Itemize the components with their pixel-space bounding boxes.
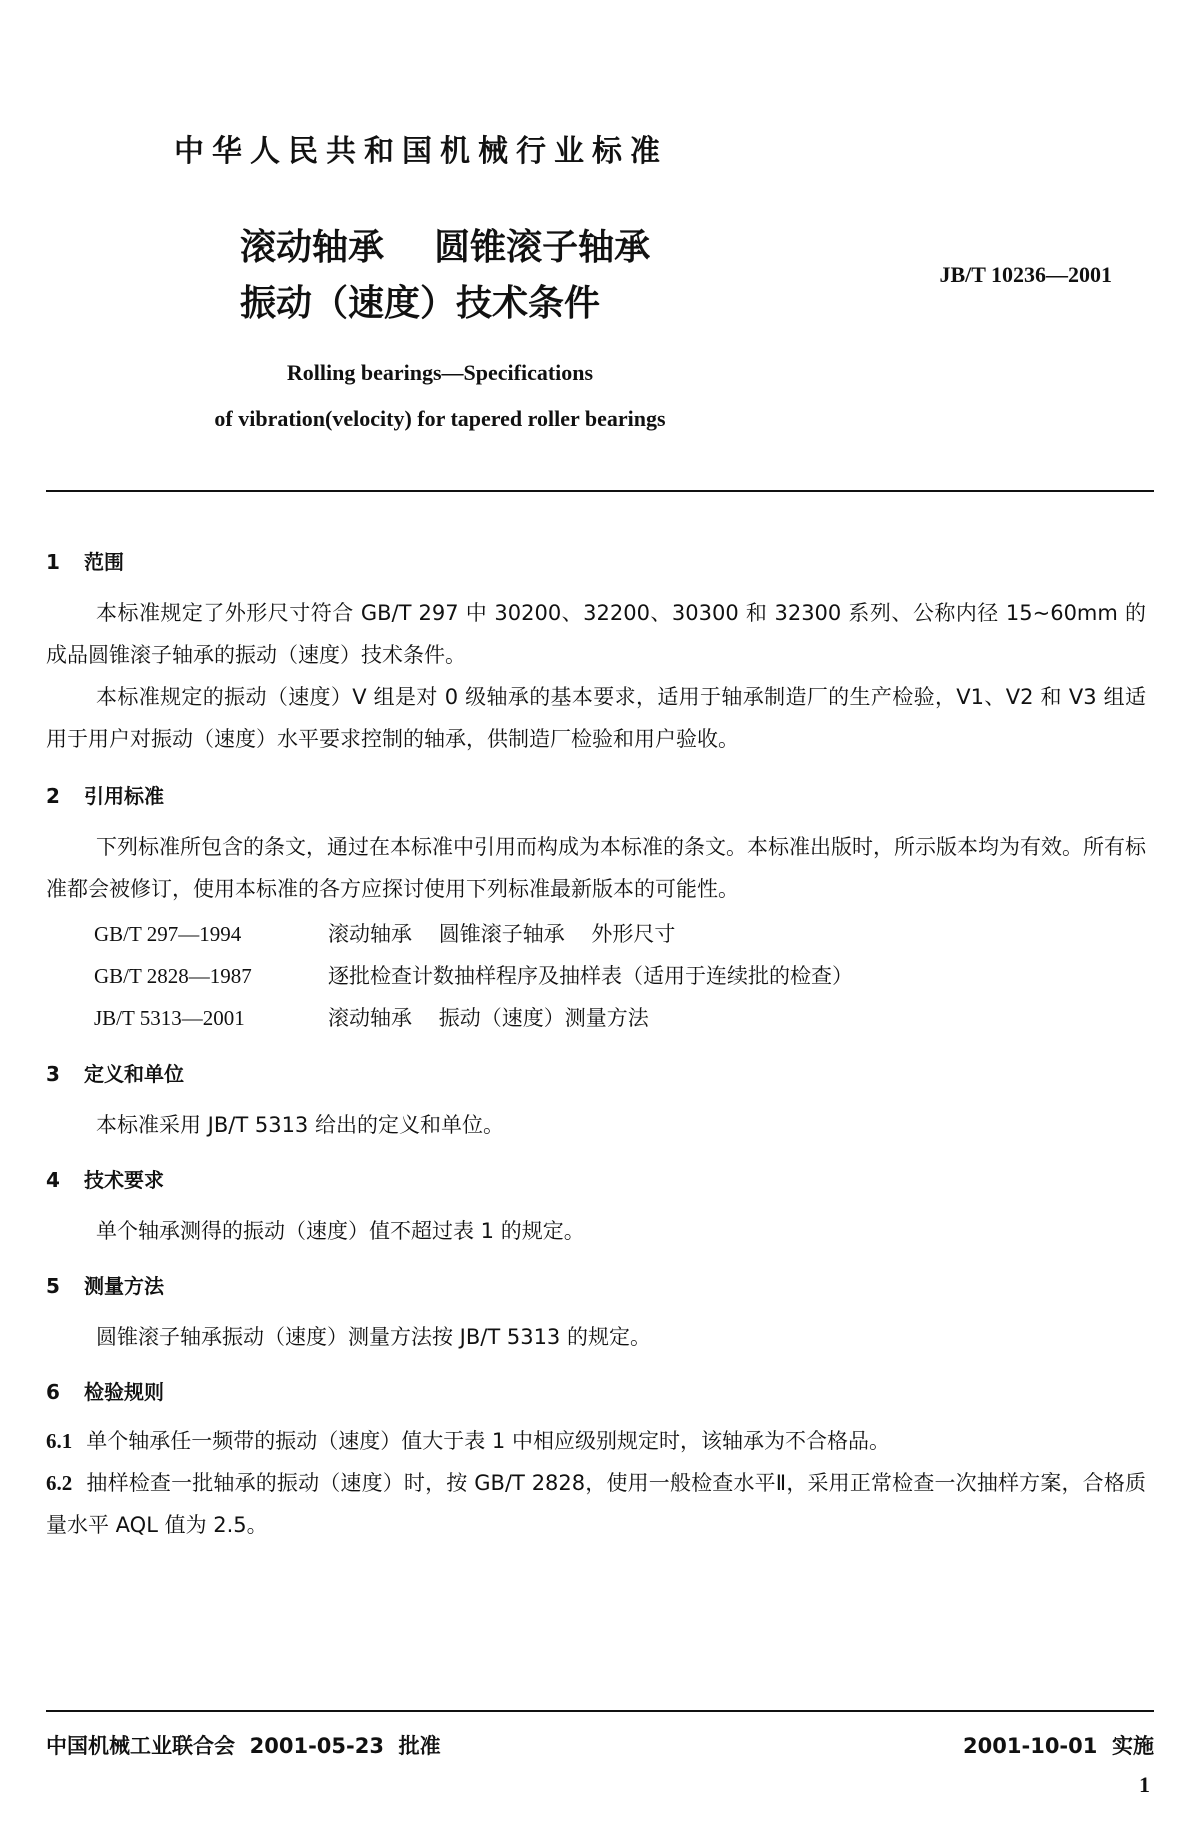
reference-row: [94, 918, 675, 948]
header-divider: [46, 490, 1154, 492]
section-1-paragraph-2: 本标准规定的振动（速度）V 组是对 0 级轴承的基本要求，适用于轴承制造厂的生产检验，V1、V2 和 V3 组适用于用户对振动（速度）水平要求控制的轴承，供制造厂检验和用户验收。: [46, 685, 1146, 751]
section-title: 检验规则: [84, 1380, 164, 1404]
section-1-paragraph-1: 本标准规定了外形尺寸符合 GB/T 297 中 30200、32200、30300 和 32300 系列、公称内径 15~60mm 的成品圆锥滚子轴承的振动（速度）技术条件。: [46, 601, 1146, 667]
section-3-paragraph-1: 本标准采用 JB/T 5313 给出的定义和单位。: [96, 1113, 504, 1137]
title-en-line-1: Rolling bearings—Specifications: [286, 360, 594, 385]
section-title: 引用标准: [84, 784, 164, 808]
section-4-heading: [46, 1164, 164, 1193]
approval-line: 中国机械工业联合会 2001-05-23 批准: [46, 1734, 441, 1758]
document-title-en: [180, 350, 700, 442]
implementation-line: 2001-10-01 实施: [963, 1734, 1154, 1758]
title-zh-line-2: 振动（速度）技术条件: [240, 283, 601, 324]
reference-code: GB/T 297—1994: [94, 922, 242, 946]
section-title: 测量方法: [84, 1274, 164, 1298]
document-title-zh: [240, 220, 650, 332]
section-number: 2: [46, 784, 60, 808]
reference-row: [94, 960, 853, 990]
section-number: 4: [46, 1168, 60, 1192]
standard-number: JB/T 10236—2001: [939, 262, 1112, 287]
reference-row: [94, 1002, 649, 1032]
section-number: 6: [46, 1380, 60, 1404]
clause-text: 单个轴承任一频带的振动（速度）值大于表 1 中相应级别规定时，该轴承为不合格品。: [86, 1429, 890, 1453]
section-title: 范围: [84, 550, 124, 574]
section-2-paragraph-1: 下列标准所包含的条文，通过在本标准中引用而构成为本标准的条文。本标准出版时，所示版本均为有效。所有标准都会被修订，使用本标准的各方应探讨使用下列标准最新版本的可能性。: [46, 835, 1146, 901]
section-5-heading: [46, 1270, 164, 1299]
section-number: 5: [46, 1274, 60, 1298]
title-zh-line-1: 滚动轴承 圆锥滚子轴承: [240, 227, 651, 268]
title-en-line-2: of vibration(velocity) for tapered roller bearings: [214, 406, 666, 431]
section-5-paragraph-1: 圆锥滚子轴承振动（速度）测量方法按 JB/T 5313 的规定。: [96, 1325, 651, 1349]
clause-6-1: [46, 1420, 1146, 1462]
section-1-heading: [46, 546, 124, 575]
clause-number: 6.1: [46, 1429, 73, 1453]
reference-title: 逐批检查计数抽样程序及抽样表（适用于连续批的检查）: [328, 964, 853, 988]
section-2-heading: [46, 780, 164, 809]
reference-title: 滚动轴承 圆锥滚子轴承 外形尺寸: [328, 922, 676, 946]
standard-category: 中华人民共和国机械行业标准: [174, 134, 668, 169]
clause-6-2: [46, 1462, 1146, 1546]
section-title: 技术要求: [84, 1168, 164, 1192]
section-6-heading: [46, 1376, 164, 1405]
reference-code: JB/T 5313—2001: [94, 1006, 245, 1030]
reference-code: GB/T 2828—1987: [94, 964, 252, 988]
section-number: 3: [46, 1062, 60, 1086]
section-3-heading: [46, 1058, 184, 1087]
footer-divider: [46, 1710, 1154, 1712]
clause-text: 抽样检查一批轴承的振动（速度）时，按 GB/T 2828，使用一般检查水平Ⅱ，采用正常检查一次抽样方案，合格质量水平 AQL 值为 2.5。: [46, 1471, 1146, 1537]
section-title: 定义和单位: [84, 1062, 184, 1086]
page-number: 1: [1139, 1772, 1150, 1797]
reference-title: 滚动轴承 振动（速度）测量方法: [328, 1006, 649, 1030]
section-4-paragraph-1: 单个轴承测得的振动（速度）值不超过表 1 的规定。: [96, 1219, 585, 1243]
clause-number: 6.2: [46, 1471, 73, 1495]
section-number: 1: [46, 550, 60, 574]
